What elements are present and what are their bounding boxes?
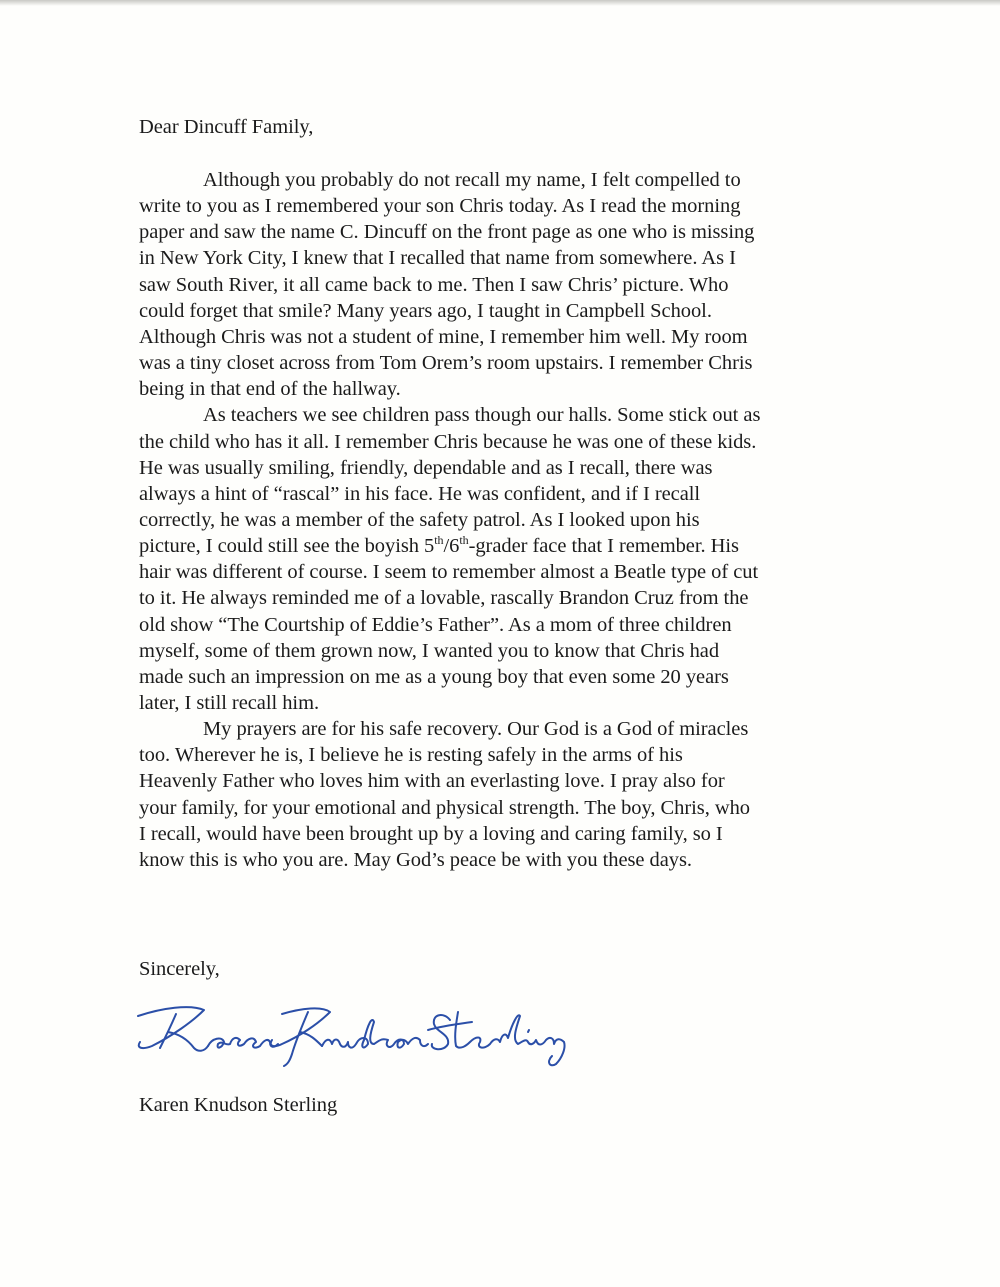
letter-line: My prayers are for his safe recovery. Our God is a God of miracles <box>203 718 749 741</box>
salutation: Dear Dincuff Family, <box>139 116 314 138</box>
letter-line: saw South River, it all came back to me. Then I saw Chris’ picture. Who <box>139 273 729 296</box>
letter-line: know this is who you are. May God’s peace be with you these days. <box>139 848 692 871</box>
letter-line: later, I still recall him. <box>139 692 320 714</box>
letter-line: I recall, would have been brought up by a loving and caring family, so I <box>139 822 723 845</box>
line-segment: -grader face that I remember. His <box>468 535 739 558</box>
letter-line: Heavenly Father who loves him with an everlasting love. I pray also for <box>139 770 725 793</box>
letter-line: made such an impression on me as a young boy that even some 20 years <box>139 665 729 688</box>
letter-line: the child who has it all. I remember Chris because he was one of these kids. <box>139 430 757 453</box>
scan-edge-shadow <box>0 0 1000 6</box>
letter-line: hair was different of course. I seem to remember almost a Beatle type of cut <box>139 561 759 584</box>
closing: Sincerely, <box>139 958 220 980</box>
handwritten-signature <box>132 994 592 1074</box>
ordinal-suffix: th <box>434 533 444 548</box>
letter-line: write to you as I remembered your son Chris today. As I read the morning <box>139 195 741 218</box>
line-segment: /6 <box>443 535 460 558</box>
letter-line: in New York City, I knew that I recalled that name from somewhere. As I <box>139 247 736 270</box>
letter-line: always a hint of “rascal” in his face. He was confident, and if I recall <box>139 482 701 505</box>
letter-line <box>139 533 739 559</box>
letter-line: your family, for your emotional and physical strength. The boy, Chris, who <box>139 796 751 819</box>
letter-line: Although you probably do not recall my name, I felt compelled to <box>203 169 741 191</box>
line-segment: picture, I could still see the boyish 5 <box>139 535 435 558</box>
letter-line: too. Wherever he is, I believe he is resting safely in the arms of his <box>139 744 683 767</box>
letter-line: Although Chris was not a student of mine, I remember him well. My room <box>139 325 748 348</box>
letter-line: old show “The Courtship of Eddie’s Father”. As a mom of three children <box>139 613 732 636</box>
letter-line: to it. He always reminded me of a lovable, rascally Brandon Cruz from the <box>139 587 749 610</box>
ordinal-suffix: th <box>459 533 469 548</box>
letter-line: paper and saw the name C. Dincuff on the front page as one who is missing <box>139 221 755 244</box>
letter-line: As teachers we see children pass though our halls. Some stick out as <box>203 404 761 427</box>
letter-line: correctly, he was a member of the safety patrol. As I looked upon his <box>139 508 700 531</box>
letter-line: He was usually smiling, friendly, dependable and as I recall, there was <box>139 456 713 479</box>
signer-name: Karen Knudson Sterling <box>139 1094 338 1116</box>
letter-line: being in that end of the hallway. <box>139 378 401 401</box>
letter-line: was a tiny closet across from Tom Orem’s room upstairs. I remember Chris <box>139 352 753 375</box>
letter-line: could forget that smile? Many years ago, I taught in Campbell School. <box>139 299 712 322</box>
letter-line: myself, some of them grown now, I wanted you to know that Chris had <box>139 639 720 662</box>
